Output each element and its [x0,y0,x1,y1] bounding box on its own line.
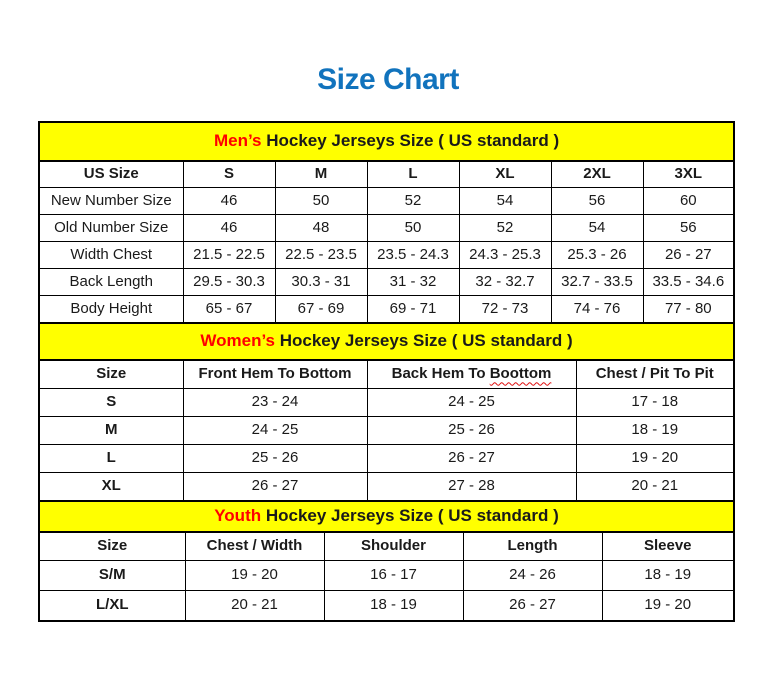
mens-heading-rest: Hockey Jerseys Size ( US standard ) [261,131,560,151]
mens-value-cell: 31 - 32 [367,269,459,296]
mens-value-cell: 54 [459,188,551,215]
womens-column-header-row [39,360,734,389]
mens-value-cell: 52 [367,188,459,215]
womens-value-cell: 18 - 19 [576,417,734,445]
womens-table-row [39,445,734,473]
youth-value-cell: 18 - 19 [602,561,734,591]
mens-row-label: Body Height [39,296,183,324]
mens-row-label: Width Chest [39,242,183,269]
page-title: Size Chart [317,63,459,96]
youth-size-table [38,500,735,622]
mens-size-table [38,121,735,324]
womens-heading-rest: Hockey Jerseys Size ( US standard ) [275,331,573,351]
mens-value-cell: 50 [275,188,367,215]
mens-value-cell: 56 [551,188,643,215]
mens-value-cell: 21.5 - 22.5 [183,242,275,269]
youth-value-cell: 20 - 21 [185,591,324,622]
column-header-label: Size [96,365,127,383]
youth-value-cell: 26 - 27 [463,591,602,622]
womens-table-row [39,417,734,445]
womens-column-header [576,360,734,389]
column-header-label: 2XL [583,165,611,183]
mens-column-header [459,161,551,188]
mens-column-header [367,161,459,188]
mens-value-cell: 32 - 32.7 [459,269,551,296]
womens-column-header [367,360,576,389]
womens-value-cell: 20 - 21 [576,473,734,502]
mens-column-header [183,161,275,188]
womens-row-label: M [39,417,183,445]
youth-row-label: L/XL [39,591,185,622]
mens-column-header [551,161,643,188]
mens-table-row [39,215,734,242]
mens-value-cell: 52 [459,215,551,242]
mens-table-row [39,296,734,324]
mens-row-label: New Number Size [39,188,183,215]
youth-row-label: S/M [39,561,185,591]
womens-value-cell: 19 - 20 [576,445,734,473]
youth-value-cell: 19 - 20 [602,591,734,622]
womens-row-label: XL [39,473,183,502]
youth-value-cell: 18 - 19 [324,591,463,622]
youth-value-cell: 19 - 20 [185,561,324,591]
mens-table-row [39,188,734,215]
mens-value-cell: 72 - 73 [459,296,551,324]
womens-value-cell: 25 - 26 [367,417,576,445]
mens-value-cell: 30.3 - 31 [275,269,367,296]
column-header-label: Size [97,537,128,555]
column-header-label: Chest / Pit To Pit [595,365,714,383]
size-chart-tables [38,121,733,622]
youth-column-header [463,532,602,561]
youth-column-header-row [39,532,734,561]
youth-table-row [39,561,734,591]
mens-table-row [39,242,734,269]
mens-table-row [39,269,734,296]
column-header-label: 3XL [674,165,703,183]
mens-value-cell: 33.5 - 34.6 [643,269,734,296]
column-header-label: Length [507,537,558,555]
mens-column-header-row [39,161,734,188]
womens-row-label: L [39,445,183,473]
youth-section-heading-row [39,501,734,532]
mens-row-label: Old Number Size [39,215,183,242]
womens-value-cell: 26 - 27 [367,445,576,473]
mens-value-cell: 65 - 67 [183,296,275,324]
mens-heading-highlight: Men’s [213,131,262,151]
mens-column-header [643,161,734,188]
mens-column-header [39,161,183,188]
misspelled-word: Boottom [489,365,552,383]
column-header-label: M [314,165,328,183]
womens-table-row [39,389,734,417]
youth-table-row [39,591,734,622]
womens-size-table [38,322,735,502]
mens-value-cell: 29.5 - 30.3 [183,269,275,296]
youth-column-header [324,532,463,561]
womens-value-cell: 25 - 26 [183,445,367,473]
mens-value-cell: 56 [643,215,734,242]
womens-column-header [39,360,183,389]
column-header-label: L [408,165,418,183]
column-header-label: S [223,165,234,183]
mens-value-cell: 67 - 69 [275,296,367,324]
mens-value-cell: 23.5 - 24.3 [367,242,459,269]
youth-heading-rest: Hockey Jerseys Size ( US standard ) [261,506,559,526]
youth-section-heading [39,501,734,532]
column-header-label: Sleeve [643,537,692,555]
womens-value-cell: 24 - 25 [367,389,576,417]
mens-value-cell: 54 [551,215,643,242]
womens-heading-highlight: Women’s [200,331,275,351]
mens-value-cell: 24.3 - 25.3 [459,242,551,269]
mens-value-cell: 48 [275,215,367,242]
column-header-label: Chest / Width [206,537,303,555]
mens-value-cell: 25.3 - 26 [551,242,643,269]
mens-value-cell: 32.7 - 33.5 [551,269,643,296]
youth-value-cell: 24 - 26 [463,561,602,591]
column-header-label: Back Hem To [391,365,490,383]
youth-column-header [185,532,324,561]
mens-value-cell: 22.5 - 23.5 [275,242,367,269]
womens-section-heading-row [39,323,734,360]
mens-value-cell: 46 [183,215,275,242]
youth-column-header [39,532,185,561]
mens-value-cell: 60 [643,188,734,215]
mens-section-heading [39,122,734,161]
column-header-label: XL [495,165,515,183]
column-header-label: Front Hem To Bottom [198,365,352,383]
mens-value-cell: 69 - 71 [367,296,459,324]
column-header-label: US Size [83,165,139,183]
youth-column-header [602,532,734,561]
mens-section-heading-row [39,122,734,161]
womens-section-heading [39,323,734,360]
womens-value-cell: 26 - 27 [183,473,367,502]
womens-table-row [39,473,734,502]
youth-heading-highlight: Youth [214,506,262,526]
mens-column-header [275,161,367,188]
mens-value-cell: 50 [367,215,459,242]
youth-value-cell: 16 - 17 [324,561,463,591]
womens-row-label: S [39,389,183,417]
mens-row-label: Back Length [39,269,183,296]
womens-value-cell: 23 - 24 [183,389,367,417]
column-header-label: Shoulder [360,537,426,555]
mens-value-cell: 26 - 27 [643,242,734,269]
womens-value-cell: 24 - 25 [183,417,367,445]
womens-column-header [183,360,367,389]
mens-value-cell: 74 - 76 [551,296,643,324]
womens-value-cell: 17 - 18 [576,389,734,417]
mens-value-cell: 46 [183,188,275,215]
womens-value-cell: 27 - 28 [367,473,576,502]
mens-value-cell: 77 - 80 [643,296,734,324]
